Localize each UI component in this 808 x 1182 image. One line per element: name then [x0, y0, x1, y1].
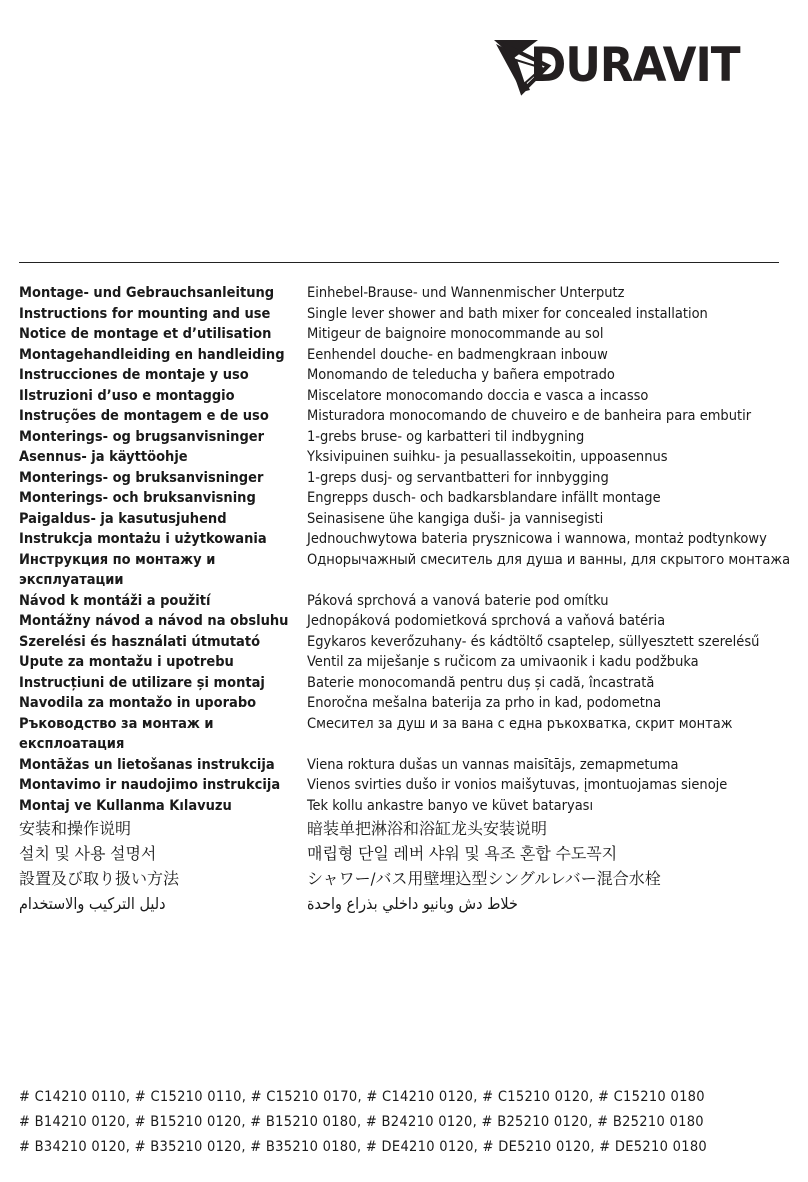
language-title: Montagehandleiding en handleiding [19, 346, 285, 363]
article-codes [19, 1085, 707, 1160]
language-title: Instrukcja montażu i użytkowania [19, 531, 267, 547]
language-row [19, 427, 799, 448]
product-description: 暗装单把淋浴和浴缸龙头安装说明 [307, 819, 548, 838]
product-description: Yksivipuinen suihku- ja pesuallassekoitin, uppoasennus [307, 449, 668, 465]
article-code-line: # C14210 0110, # C15210 0110, # C15210 0170, # C14210 0120, # C15210 0120, # C15210 0180 [19, 1089, 705, 1105]
product-description: Engrepps dusch- och badkarsblandare infällt montage [307, 490, 661, 506]
product-description: Seinasisene ühe kangiga duši- ja vannisegisti [307, 510, 604, 527]
language-row [19, 673, 799, 694]
language-title: Návod k montáži a použití [19, 592, 211, 609]
language-title: Asennus- ja käyttöohje [19, 449, 188, 465]
language-row [19, 841, 799, 866]
article-code-line: # B34210 0120, # B35210 0120, # B35210 0180, # DE4210 0120, # DE5210 0120, # DE5210 0180 [19, 1139, 708, 1155]
language-row [19, 796, 799, 817]
product-description: خلاط دش وبانيو داخلي بذراع واحدة [307, 894, 518, 913]
product-description: Enoročna mešalna baterija za prho in kad, podometna [307, 695, 662, 711]
product-description: Monomando de teleducha y bañera empotrado [307, 367, 615, 383]
product-description: Смесител за душ и за вана с една ръкохватка, скрит монтаж [307, 715, 733, 732]
language-row [19, 509, 799, 530]
language-row [19, 755, 799, 776]
article-code-line: # B14210 0120, # B15210 0120, # B15210 0180, # B24210 0120, # B25210 0120, # B25210 0180 [19, 1114, 704, 1130]
language-title: Navodila za montažo in uporabo [19, 695, 257, 711]
language-title: Инструкция по монтажу и эксплуатации [19, 551, 216, 588]
language-title: Instrucțiuni de utilizare și montaj [19, 674, 265, 691]
language-title: 設置及び取り扱い方法 [19, 869, 180, 888]
language-row [19, 386, 799, 407]
product-description: Vienos svirties dušo ir vonios maišytuvas, įmontuojamas sienoje [307, 777, 728, 793]
language-row [19, 591, 799, 612]
language-row [19, 693, 799, 714]
language-title: Montavimo ir naudojimo instrukcija [19, 777, 281, 793]
language-row [19, 447, 799, 468]
language-title: Instruções de montagem e de uso [19, 408, 269, 424]
product-description: Miscelatore monocomando doccia e vasca a incasso [307, 387, 649, 404]
product-description: Jednouchwytowa bateria prysznicowa i wannowa, montaż podtynkowy [307, 531, 767, 547]
language-row [19, 304, 799, 325]
product-description: Baterie monocomandă pentru duș și cadă, încastrată [307, 674, 655, 691]
product-description: Jednopáková podomietková sprchová a vaňová batéria [307, 613, 666, 629]
product-description: 1-grebs bruse- og karbatteri til indbygning [307, 428, 585, 445]
language-row [19, 488, 799, 509]
language-row [19, 406, 799, 427]
language-row [19, 632, 799, 653]
language-row [19, 714, 799, 755]
language-title: Ilstruzioni d’uso e montaggio [19, 387, 235, 404]
language-title: دليل التركيب والاستخدام [19, 894, 166, 913]
language-list [19, 283, 799, 916]
language-row [19, 283, 799, 304]
language-row [19, 775, 799, 796]
language-title: Instructions for mounting and use [19, 305, 271, 322]
product-description: Single lever shower and bath mixer for concealed installation [307, 305, 708, 322]
language-title: Monterings- og bruksanvisninger [19, 469, 264, 486]
header-divider [19, 262, 779, 263]
product-description: シャワー/バス用壁埋込型シングルレバー混合水栓 [307, 869, 661, 888]
language-row [19, 816, 799, 841]
product-description: Egykaros keverőzuhany- és kádtöltő csaptelep, süllyesztett szerelésű [307, 633, 760, 650]
language-title: Montážny návod a návod na obsluhu [19, 613, 289, 629]
language-title: Szerelési és használati útmutató [19, 633, 261, 650]
language-title: Instrucciones de montaje y uso [19, 367, 249, 383]
product-description: 매립형 단일 레버 샤워 및 욕조 혼합 수도꼭지 [307, 844, 618, 863]
language-title: Ръководство за монтаж и експлоатация [19, 715, 214, 752]
product-description: Misturadora monocomando de chuveiro e de banheira para embutir [307, 408, 752, 424]
language-row [19, 365, 799, 386]
language-row [19, 866, 799, 891]
language-title: Notice de montage et d’utilisation [19, 326, 272, 342]
language-row [19, 324, 799, 345]
language-row [19, 891, 799, 916]
product-description: Páková sprchová a vanová baterie pod omítku [307, 592, 609, 609]
language-title: Paigaldus- ja kasutusjuhend [19, 510, 227, 527]
language-row [19, 550, 799, 591]
product-description: Eenhendel douche- en badmengkraan inbouw [307, 346, 608, 363]
product-description: Mitigeur de baignoire monocommande au sol [307, 326, 604, 342]
language-row [19, 345, 799, 366]
language-row [19, 468, 799, 489]
language-title: Montage- und Gebrauchsanleitung [19, 285, 275, 301]
language-row [19, 652, 799, 673]
product-description: Viena roktura dušas un vannas maisītājs, zemapmetuma [307, 756, 679, 773]
product-description: Einhebel-Brause- und Wannenmischer Unterputz [307, 285, 625, 301]
language-row [19, 529, 799, 550]
language-title: Upute za montažu i upotrebu [19, 654, 234, 670]
language-title: Monterings- og brugsanvisninger [19, 428, 265, 445]
language-title: Montāžas un lietošanas instrukcija [19, 756, 275, 773]
brand-wordmark: DURAVIT [530, 38, 740, 93]
language-title: Monterings- och bruksanvisning [19, 490, 256, 506]
language-title: 설치 및 사용 설명서 [19, 844, 157, 863]
language-row [19, 611, 799, 632]
product-description: Однорычажный смеситель для душа и ванны, для скрытого монтажа [307, 551, 791, 568]
language-title: Montaj ve Kullanma Kılavuzu [19, 797, 232, 814]
product-description: 1-greps dusj- og servantbatteri for innbygging [307, 469, 609, 486]
product-description: Tek kollu ankastre banyo ve küvet bataryası [307, 797, 594, 814]
product-description: Ventil za miješanje s ručicom za umivaonik i kadu podžbuka [307, 654, 699, 670]
language-title: 安装和操作说明 [19, 819, 132, 838]
duravit-logo [492, 34, 792, 100]
